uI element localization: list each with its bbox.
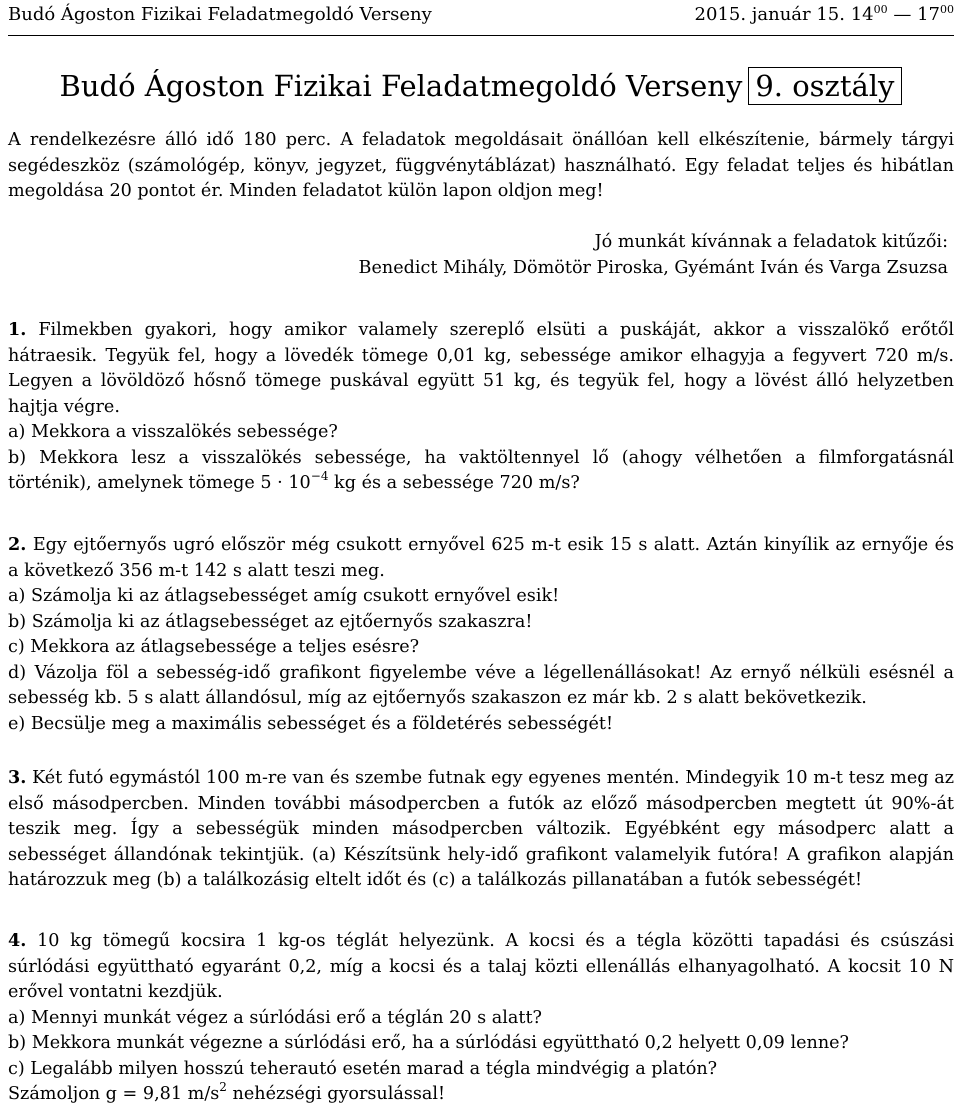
problem-4-part-c: c) Legalább milyen hosszú teherautó esetén marad a tégla mindvégig a platón? xyxy=(8,1058,718,1079)
problem-3 xyxy=(8,765,954,894)
problem-2-part-e: e) Becsülje meg a maximális sebességet és a földetérés sebességét! xyxy=(8,713,614,734)
header-time-end: $17^{00}$ xyxy=(917,3,954,25)
header-date-time xyxy=(695,2,954,28)
header-time-dash: — xyxy=(893,4,912,25)
problem-2 xyxy=(8,532,954,737)
problem-2-number: 2. xyxy=(8,534,27,555)
problem-1 xyxy=(8,317,954,497)
problem-1-number: 1. xyxy=(8,319,27,340)
grade-box: 9. osztály xyxy=(748,67,902,105)
problem-2-statement: 2. Egy ejtőernyős ugró először még csukott ernyővel 625 m-t esik 15 s alatt. Aztán kinyílik az ernyője és a következő 356 m-t 142 s alatt teszi meg. xyxy=(8,534,955,581)
signoff-authors: Benedict Mihály, Dömötör Piroska, Gyémánt Iván és Varga Zsuzsa xyxy=(358,257,948,278)
problem-2-part-a: a) Számolja ki az átlagsebességet amíg csukott ernyővel esik! xyxy=(8,586,560,606)
signoff xyxy=(8,230,948,281)
signoff-line-1: Jó munkát kívánnak a feladatok kitűzői: xyxy=(594,232,948,252)
page-title xyxy=(8,66,954,106)
running-header xyxy=(8,2,954,28)
problem-4-statement: 4. 10 kg tömegű kocsira 1 kg-os téglát helyezünk. A kocsi és a tégla közötti tapadási és csúszási súrlódási együttható egyaránt 0,2, míg a kocsi és a talaj közti ellenállás elhanyagolható. A kocsit 10 N erővel vontatni kezdjük. xyxy=(8,930,954,1002)
header-rule xyxy=(8,35,954,36)
header-competition-name: Budó Ágoston Fizikai Feladatmegoldó Verseny xyxy=(8,4,432,25)
problem-2-part-d: d) Vázolja föl a sebesség-idő grafikont figyelembe véve a légellenállásokat! Az ernyő nélküli esésnél a sebesség kb. 5 s alatt állandósul, míg az ejtőernyős szakaszon ez már kb. 2 s alatt bekövetkezik. xyxy=(8,662,954,708)
problem-3-number: 3. xyxy=(8,767,27,788)
header-time-start: $14^{00}$ xyxy=(850,3,888,25)
problem-3-statement: 3. Két futó egymástól 100 m-re van és szembe futnak egy egyenes mentén. Mindegyik 10 m-t tesz meg az első másodpercben. Minden további másodpercben a futók az előző másodpercben megtett út 90%-át teszik meg. Így a sebességük minden másodpercben változik. Egyébként egy másodperc alatt a sebességet állandónak tekintjük. (a) Készítsünk hely-idő grafikont valamelyik futóra! A grafikon alapján határozzuk meg (b) a találkozásig eltelt időt és (c) a találkozás pillanatában a futók sebességét! xyxy=(8,767,954,890)
problem-4-number: 4. xyxy=(8,930,27,951)
problem-4-part-a: a) Mennyi munkát végez a súrlódási erő a téglán 20 s alatt? xyxy=(8,1007,542,1028)
problem-2-part-c: c) Mekkora az átlagsebessége a teljes esésre? xyxy=(8,637,420,657)
header-date: 2015. január 15. xyxy=(694,4,845,25)
problem-2-part-b: b) Számolja ki az átlagsebességet az ejtőernyős szakaszra! xyxy=(8,611,533,632)
problem-4 xyxy=(8,928,954,1108)
problem-4-gravity-note: Számoljon g = 9,81 $m/s^2$ nehézségi gyorsulással! xyxy=(8,1080,446,1104)
intro-paragraph: A rendelkezésre álló idő 180 perc. A feladatok megoldásait önállóan kell elkészítenie, bármely tárgyi segédeszköz (számológép, könyv, jegyzet, függvénytáblázat) használható. Egy feladat teljes és hibátlan megoldása 20 pontot ér. Minden feladatot külön lapon oldjon meg! xyxy=(8,130,954,201)
problem-1-part-b: b) Mekkora lesz a visszalökés sebessége, ha vaktöltennyel lő (ahogy vélhetően a filmforgatásnál történik), amelynek tömege $5 \cdot 10^{-4}$ kg és a sebessége 720 m/s? xyxy=(8,447,954,493)
title-main: Budó Ágoston Fizikai Feladatmegoldó Verseny xyxy=(59,69,743,103)
problem-1-statement: 1. Filmekben gyakori, hogy amikor valamely szereplő elsüti a puskáját, akkor a visszalökő erőtől hátraesik. Tegyük fel, hogy a lövedék tömege 0,01 kg, sebessége amikor elhagyja a fegyvert 720 m/s. Legyen a lövöldöző hősnő tömege puskával együtt 51 kg, és tegyük fel, hogy a lövést álló helyzetben hajtja végre. xyxy=(8,319,954,417)
problem-1-part-a: a) Mekkora a visszalökés sebessége? xyxy=(8,422,338,442)
problem-4-part-b: b) Mekkora munkát végezne a súrlódási erő, ha a súrlódási együttható 0,2 helyett 0,09 lenne? xyxy=(8,1033,849,1053)
